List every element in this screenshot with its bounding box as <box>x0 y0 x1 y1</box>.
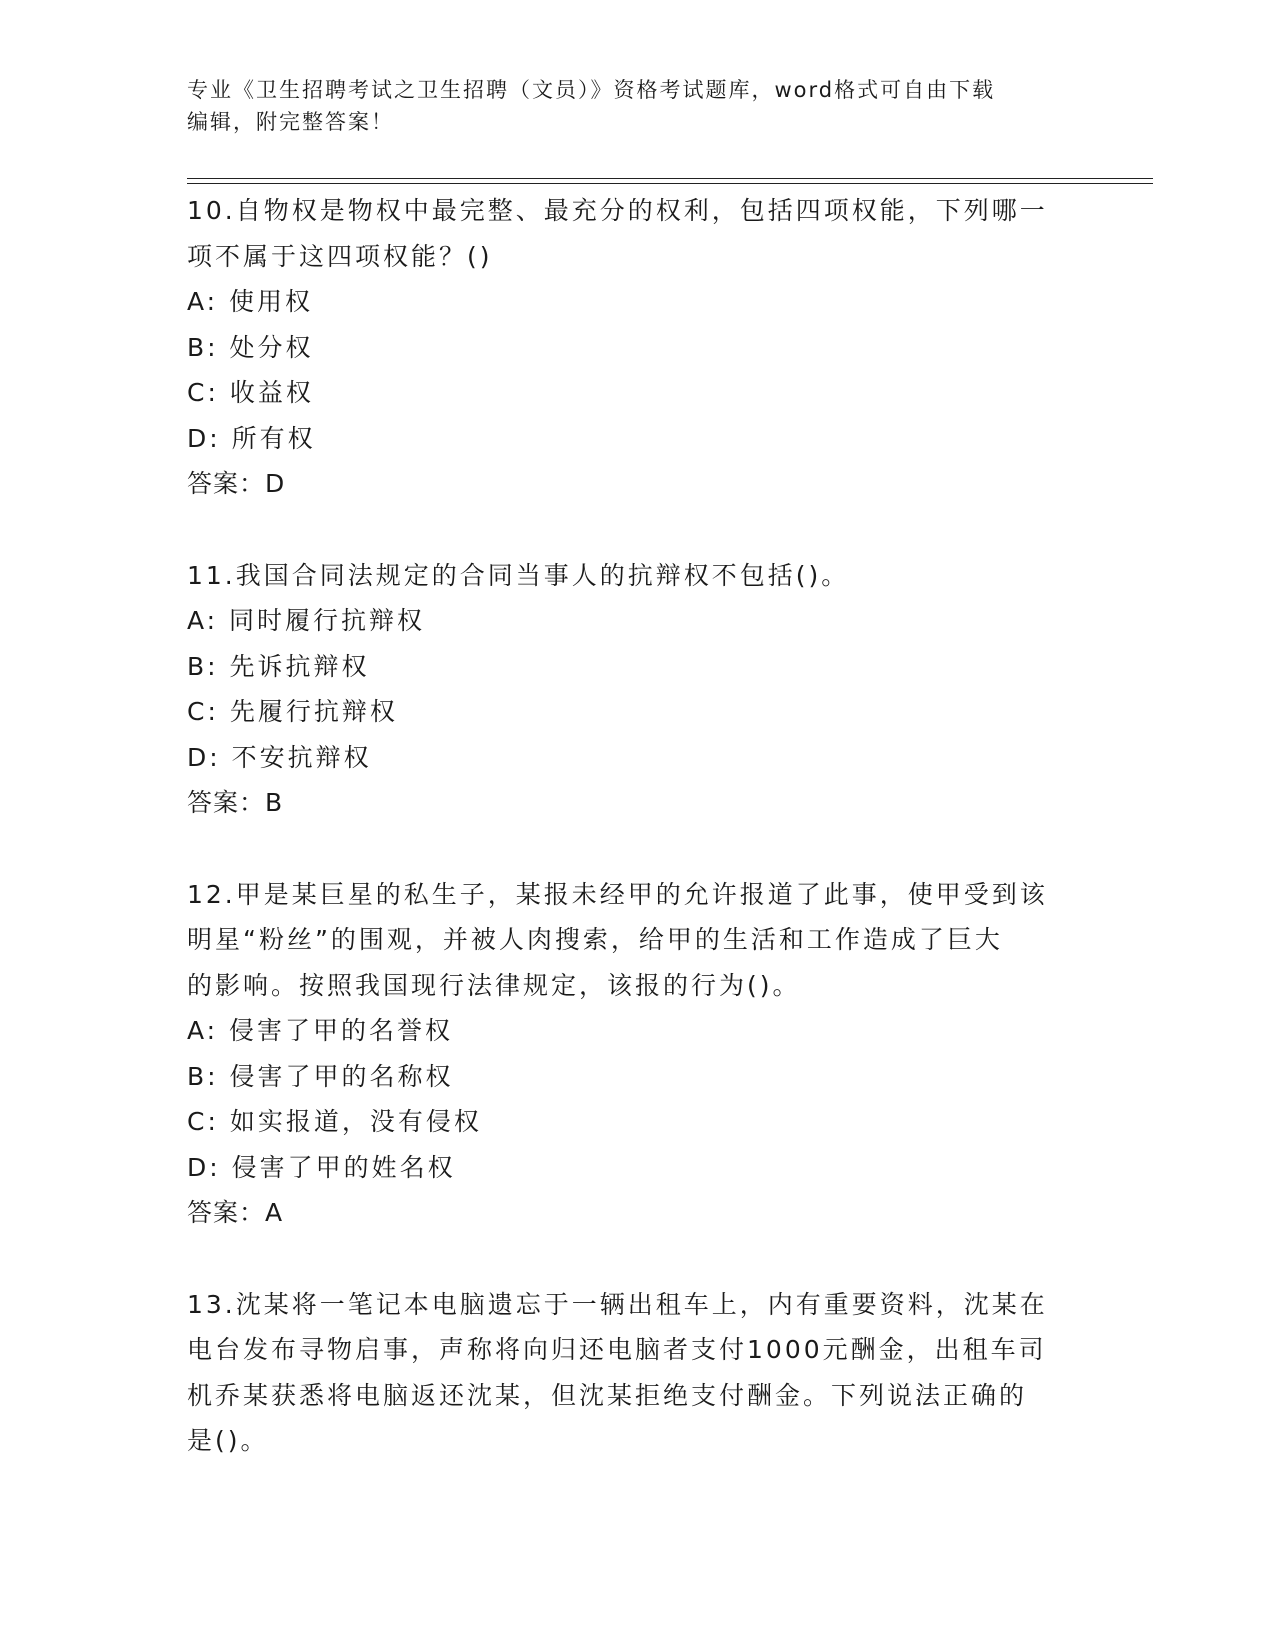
option-a: A: 侵害了甲的名誉权 <box>187 1016 454 1045</box>
question-13 <box>187 1282 1077 1464</box>
question-12 <box>187 872 1077 1236</box>
question-text-line: 的影响。按照我国现行法律规定，该报的行为()。 <box>187 970 801 1000</box>
header-line-2: 编辑，附完整答案！ <box>187 110 394 134</box>
answer: 答案：A <box>187 1198 284 1227</box>
answer: 答案：B <box>187 788 284 817</box>
option-c: C: 先履行抗辩权 <box>187 697 398 726</box>
option-b: B: 处分权 <box>187 332 314 362</box>
question-text-line: 项不属于这四项权能？() <box>187 241 493 271</box>
option-d: D: 不安抗辩权 <box>187 742 372 772</box>
question-gap <box>187 507 1077 553</box>
question-10 <box>187 188 1077 507</box>
option-a: A: 使用权 <box>187 287 314 316</box>
question-text-line: 电台发布寻物启事，声称将向归还电脑者支付1000元酬金，出租车司 <box>187 1335 1047 1364</box>
option-b: B: 侵害了甲的名称权 <box>187 1061 454 1091</box>
question-11 <box>187 553 1077 826</box>
question-text-line: 11.我国合同法规定的合同当事人的抗辩权不包括()。 <box>187 560 850 590</box>
option-c: C: 收益权 <box>187 378 314 407</box>
question-list <box>187 188 1077 1464</box>
question-gap <box>187 1236 1077 1282</box>
question-text-line: 12.甲是某巨星的私生子，某报未经甲的允许报道了此事，使甲受到该 <box>187 879 1048 909</box>
document-header <box>187 74 1087 138</box>
option-c: C: 如实报道，没有侵权 <box>187 1107 482 1136</box>
option-b: B: 先诉抗辩权 <box>187 651 370 681</box>
question-gap <box>187 826 1077 872</box>
question-text-line: 是()。 <box>187 1426 269 1455</box>
header-divider-top <box>187 178 1153 179</box>
question-text-line: 机乔某获悉将电脑返还沈某，但沈某拒绝支付酬金。下列说法正确的 <box>187 1380 1028 1410</box>
option-d: D: 所有权 <box>187 423 316 453</box>
question-text-line: 明星“粉丝”的围观，并被人肉搜索，给甲的生活和工作造成了巨大 <box>187 925 1003 954</box>
question-text-line: 13.沈某将一笔记本电脑遗忘于一辆出租车上，内有重要资料，沈某在 <box>187 1289 1048 1319</box>
question-text-line: 10.自物权是物权中最完整、最充分的权利，包括四项权能，下列哪一 <box>187 196 1048 225</box>
header-line-1: 专业《卫生招聘考试之卫生招聘（文员）》资格考试题库，word格式可自由下载 <box>187 78 996 102</box>
answer: 答案：D <box>187 469 286 498</box>
option-a: A: 同时履行抗辩权 <box>187 606 426 635</box>
option-d: D: 侵害了甲的姓名权 <box>187 1152 456 1182</box>
header-divider-bottom <box>187 183 1153 184</box>
